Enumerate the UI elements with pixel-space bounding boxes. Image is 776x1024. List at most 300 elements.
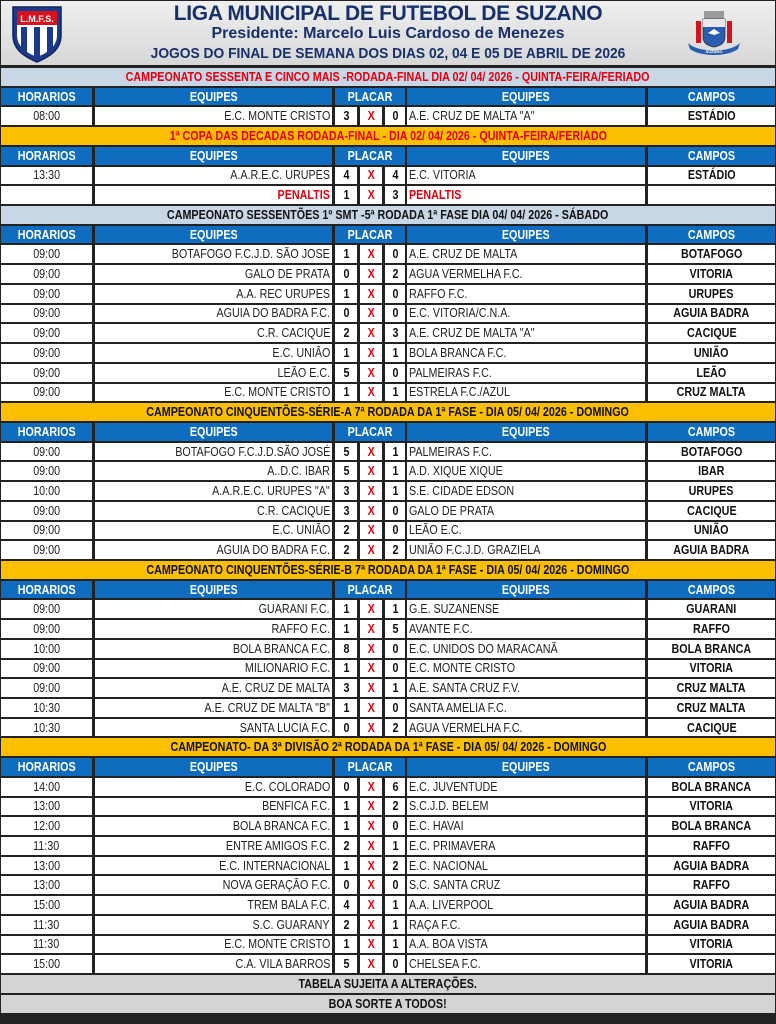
home-score: 5 (335, 955, 357, 973)
president-line: Presidente: Marcelo Luis Cardoso de Menezes (211, 25, 565, 42)
match-field: AGUIA BADRA (648, 541, 775, 559)
away-score: 1 (385, 344, 405, 362)
away-team: S.E. CIDADE EDSON (407, 482, 645, 500)
away-score: 1 (385, 482, 405, 500)
match-row (0, 659, 776, 679)
away-team: PALMEIRAS F.C. (407, 364, 645, 382)
away-score: 1 (385, 936, 405, 954)
away-score: 0 (385, 876, 405, 894)
match-field: AGUIA BADRA (648, 305, 775, 323)
match-row (0, 639, 776, 659)
match-row (0, 461, 776, 481)
match-row (0, 856, 776, 876)
away-team: A.E. CRUZ DE MALTA "A" (407, 107, 645, 125)
match-field: BOTAFOGO (648, 443, 775, 461)
match-field: ESTÁDIO (648, 167, 775, 185)
match-time: 09:00 (1, 600, 92, 618)
away-team: E.C. UNIDOS DO MARACANÃ (407, 640, 645, 658)
home-team: ENTRE AMIGOS F.C. (95, 837, 332, 855)
match-row (0, 895, 776, 915)
match-time: 11:30 (1, 936, 92, 954)
away-team: RAFFO F.C. (407, 285, 645, 303)
home-score: 4 (335, 896, 357, 914)
away-score: 1 (385, 837, 405, 855)
score-separator: X (360, 245, 382, 263)
home-score: 4 (335, 167, 357, 185)
away-score: 0 (385, 502, 405, 520)
match-time: 09:00 (1, 344, 92, 362)
away-team: A.A. BOA VISTA (407, 936, 645, 954)
away-team: AGUA VERMELHA F.C. (407, 265, 645, 283)
home-score: 1 (335, 620, 357, 638)
section-title: CAMPEONATO SESSENTA E CINCO MAIS -RODADA-FINAL DIA 02/ 04/ 2026 - QUINTA-FEIRA/FERIADO (1, 68, 775, 86)
away-team: RAÇA F.C. (407, 916, 645, 934)
column-header-home: EQUIPES (95, 147, 332, 165)
match-time: 10:30 (1, 719, 92, 737)
match-time: 09:00 (1, 462, 92, 480)
match-row (0, 481, 776, 501)
away-team: E.C. NACIONAL (407, 857, 645, 875)
match-time: 09:00 (1, 502, 92, 520)
match-row (0, 935, 776, 955)
column-header-field: CAMPOS (648, 147, 775, 165)
match-row (0, 599, 776, 619)
column-header-score: PLACAR (335, 88, 405, 106)
match-time: 10:30 (1, 699, 92, 717)
match-field: VITORIA (648, 660, 775, 678)
away-score: 1 (385, 443, 405, 461)
match-row (0, 501, 776, 521)
column-header-field: CAMPOS (648, 88, 775, 106)
match-row (0, 284, 776, 304)
home-team: A.A.R.E.C. URUPES (95, 167, 332, 185)
column-header-row (0, 146, 776, 166)
home-team: MILIONARIO F.C. (95, 660, 332, 678)
match-row (0, 244, 776, 264)
away-team: BOLA BRANCA F.C. (407, 344, 645, 362)
away-score: 0 (385, 699, 405, 717)
score-separator: X (360, 265, 382, 283)
match-field (648, 186, 775, 204)
section-title-row (0, 67, 776, 87)
match-field: VITORIA (648, 265, 775, 283)
column-header-away: EQUIPES (407, 147, 645, 165)
match-row (0, 875, 776, 895)
home-team: BOTAFOGO F.C.J.D.SÃO JOSÉ (95, 443, 332, 461)
away-team: GALO DE PRATA (407, 502, 645, 520)
match-field: UNIÃO (648, 344, 775, 362)
away-score: 3 (385, 324, 405, 342)
column-header-home: EQUIPES (95, 423, 332, 441)
home-team: A.E. CRUZ DE MALTA (95, 679, 332, 697)
match-field: BOLA BRANCA (648, 778, 775, 796)
match-field: AGUIA BADRA (648, 857, 775, 875)
home-team: E.C. MONTE CRISTO (95, 936, 332, 954)
home-score: 1 (335, 344, 357, 362)
column-header-field: CAMPOS (648, 758, 775, 776)
home-team: SANTA LUCIA F.C. (95, 719, 332, 737)
home-score: 0 (335, 265, 357, 283)
match-field: URUPES (648, 482, 775, 500)
home-team: E.C. MONTE CRISTO (95, 384, 332, 402)
home-score: 1 (335, 699, 357, 717)
match-row (0, 954, 776, 974)
away-score: 6 (385, 778, 405, 796)
column-header-time: HORARIOS (1, 147, 92, 165)
match-time: 13:00 (1, 857, 92, 875)
home-score: 0 (335, 778, 357, 796)
match-time: 11:30 (1, 837, 92, 855)
match-field: LEÃO (648, 364, 775, 382)
footer-farewell: BOA SORTE A TODOS! (1, 995, 775, 1013)
home-team: E.C. COLORADO (95, 778, 332, 796)
logo-left-text: L.M.F.S. (20, 14, 54, 24)
match-field: CRUZ MALTA (648, 679, 775, 697)
logo-right-text: SUZANO (705, 49, 723, 54)
away-team: E.C. MONTE CRISTO (407, 660, 645, 678)
column-header-away: EQUIPES (407, 226, 645, 244)
home-score: 2 (335, 916, 357, 934)
match-row (0, 915, 776, 935)
match-field: RAFFO (648, 837, 775, 855)
match-field: AGUIA BADRA (648, 896, 775, 914)
home-team: E.C. INTERNACIONAL (95, 857, 332, 875)
score-separator: X (360, 285, 382, 303)
section-title-row (0, 737, 776, 757)
column-header-row (0, 87, 776, 107)
home-team: BOLA BRANCA F.C. (95, 817, 332, 835)
footer-row (0, 974, 776, 994)
match-time: 09:00 (1, 285, 92, 303)
column-header-time: HORARIOS (1, 581, 92, 599)
away-score: 2 (385, 541, 405, 559)
away-score: 0 (385, 305, 405, 323)
home-team: GUARANI F.C. (95, 600, 332, 618)
match-time: 15:00 (1, 955, 92, 973)
column-header-time: HORARIOS (1, 423, 92, 441)
match-time: 09:00 (1, 660, 92, 678)
match-field: AGUIA BADRA (648, 916, 775, 934)
home-team: S.C. GUARANY (95, 916, 332, 934)
column-header-score: PLACAR (335, 423, 405, 441)
away-score: 1 (385, 384, 405, 402)
match-field: RAFFO (648, 876, 775, 894)
score-separator: X (360, 600, 382, 618)
home-score: 5 (335, 364, 357, 382)
match-row (0, 540, 776, 560)
match-row (0, 106, 776, 126)
away-team: E.C. VITORIA (407, 167, 645, 185)
schedule-subtitle: JOGOS DO FINAL DE SEMANA DOS DIAS 02, 04 E 05 DE ABRIL DE 2026 (150, 45, 626, 62)
match-row (0, 619, 776, 639)
score-separator: X (360, 817, 382, 835)
score-separator: X (360, 857, 382, 875)
match-time: 08:00 (1, 107, 92, 125)
home-score: 1 (335, 285, 357, 303)
match-time: 11:30 (1, 916, 92, 934)
section-title: CAMPEONATO- DA 3ª DIVISÃO 2ª RODADA DA 1ª FASE - DIA 05/ 04/ 2026 - DOMINGO (1, 738, 775, 756)
score-separator: X (360, 482, 382, 500)
match-row (0, 343, 776, 363)
home-team: BOTAFOGO F.C.J.D. SÃO JOSE (95, 245, 332, 263)
section-title-row (0, 560, 776, 580)
home-score: 1 (335, 660, 357, 678)
match-time: 12:00 (1, 817, 92, 835)
match-row (0, 836, 776, 856)
score-separator: X (360, 620, 382, 638)
away-score: 3 (385, 186, 405, 204)
match-time: 13:00 (1, 876, 92, 894)
match-row (0, 166, 776, 186)
match-row (0, 698, 776, 718)
match-field: CACIQUE (648, 719, 775, 737)
away-score: 2 (385, 798, 405, 816)
score-separator: X (360, 522, 382, 540)
column-header-field: CAMPOS (648, 423, 775, 441)
score-separator: X (360, 699, 382, 717)
away-team: S.C.J.D. BELEM (407, 798, 645, 816)
column-header-score: PLACAR (335, 226, 405, 244)
home-team: A..D.C. IBAR (95, 462, 332, 480)
match-row (0, 383, 776, 403)
match-field: IBAR (648, 462, 775, 480)
column-header-home: EQUIPES (95, 758, 332, 776)
match-field: GUARANI (648, 600, 775, 618)
away-score: 2 (385, 857, 405, 875)
match-time: 09:00 (1, 522, 92, 540)
home-score: 5 (335, 443, 357, 461)
away-score: 0 (385, 817, 405, 835)
away-team: A.A. LIVERPOOL (407, 896, 645, 914)
away-score: 1 (385, 679, 405, 697)
penalty-row (0, 185, 776, 205)
away-score: 4 (385, 167, 405, 185)
away-score: 0 (385, 107, 405, 125)
away-team: E.C. JUVENTUDE (407, 778, 645, 796)
match-row (0, 678, 776, 698)
away-team: E.C. VITORIA/C.N.A. (407, 305, 645, 323)
score-separator: X (360, 541, 382, 559)
match-time: 09:00 (1, 364, 92, 382)
match-field: UNIÃO (648, 522, 775, 540)
column-header-home: EQUIPES (95, 581, 332, 599)
home-score: 3 (335, 482, 357, 500)
home-score: 1 (335, 817, 357, 835)
home-score: 2 (335, 324, 357, 342)
column-header-away: EQUIPES (407, 758, 645, 776)
away-team: AVANTE F.C. (407, 620, 645, 638)
column-header-home: EQUIPES (95, 88, 332, 106)
score-separator: X (360, 936, 382, 954)
column-header-row (0, 225, 776, 245)
away-team: UNIÃO F.C.J.D. GRAZIELA (407, 541, 645, 559)
match-time: 09:00 (1, 384, 92, 402)
match-row (0, 363, 776, 383)
away-team: A.D. XIQUE XIQUE (407, 462, 645, 480)
match-field: ESTÁDIO (648, 107, 775, 125)
home-score: 2 (335, 541, 357, 559)
home-team: GALO DE PRATA (95, 265, 332, 283)
away-score: 0 (385, 245, 405, 263)
section-title-row (0, 205, 776, 225)
match-row (0, 797, 776, 817)
home-team: E.C. UNIÃO (95, 344, 332, 362)
column-header-away: EQUIPES (407, 88, 645, 106)
match-row (0, 442, 776, 462)
home-score: 8 (335, 640, 357, 658)
match-row (0, 323, 776, 343)
match-field: CRUZ MALTA (648, 384, 775, 402)
match-time: 09:00 (1, 324, 92, 342)
score-separator: X (360, 896, 382, 914)
home-score: 1 (335, 798, 357, 816)
home-score: 1 (335, 384, 357, 402)
home-team: C.R. CACIQUE (95, 502, 332, 520)
league-title: LIGA MUNICIPAL DE FUTEBOL DE SUZANO (173, 2, 603, 25)
away-score: 0 (385, 640, 405, 658)
away-score: 2 (385, 719, 405, 737)
home-score: 1 (335, 936, 357, 954)
home-team: E.C. MONTE CRISTO (95, 107, 332, 125)
home-team: RAFFO F.C. (95, 620, 332, 638)
score-separator: X (360, 384, 382, 402)
home-team: C.A. VILA BARROS (95, 955, 332, 973)
away-team: G.E. SUZANENSE (407, 600, 645, 618)
score-separator: X (360, 876, 382, 894)
score-separator: X (360, 778, 382, 796)
match-time: 10:00 (1, 640, 92, 658)
score-separator: X (360, 502, 382, 520)
match-row (0, 718, 776, 738)
home-score: 1 (335, 245, 357, 263)
home-score: 3 (335, 502, 357, 520)
match-field: URUPES (648, 285, 775, 303)
column-header-row (0, 757, 776, 777)
column-header-score: PLACAR (335, 758, 405, 776)
away-team: PALMEIRAS F.C. (407, 443, 645, 461)
match-time: 09:00 (1, 443, 92, 461)
column-header-row (0, 580, 776, 600)
score-separator: X (360, 798, 382, 816)
column-header-time: HORARIOS (1, 226, 92, 244)
match-time: 13:00 (1, 798, 92, 816)
column-header-home: EQUIPES (95, 226, 332, 244)
home-team: AGUIA DO BADRA F.C. (95, 305, 332, 323)
away-team: AGUA VERMELHA F.C. (407, 719, 645, 737)
column-header-away: EQUIPES (407, 581, 645, 599)
away-team: E.C. HAVAI (407, 817, 645, 835)
column-header-time: HORARIOS (1, 88, 92, 106)
away-score: 0 (385, 660, 405, 678)
home-score: 2 (335, 522, 357, 540)
score-separator: X (360, 462, 382, 480)
away-team: E.C. PRIMAVERA (407, 837, 645, 855)
score-separator: X (360, 364, 382, 382)
away-score: 0 (385, 285, 405, 303)
home-score: 1 (335, 600, 357, 618)
section-title: CAMPEONATO CINQUENTÕES-SÉRIE-A 7ª RODADA DA 1ª FASE - DIA 05/ 04/ 2026 - DOMINGO (1, 403, 775, 421)
match-table (0, 67, 776, 1014)
match-row (0, 777, 776, 797)
home-score: 1 (335, 186, 357, 204)
match-row (0, 264, 776, 284)
home-team: NOVA GERAÇÃO F.C. (95, 876, 332, 894)
away-team: CHELSEA F.C. (407, 955, 645, 973)
section-title: CAMPEONATO SESSENTÕES 1º SMT -5ª RODADA 1ª FASE DIA 04/ 04/ 2026 - SÁBADO (1, 206, 775, 224)
match-time: 15:00 (1, 896, 92, 914)
away-team: ESTRELA F.C./AZUL (407, 384, 645, 402)
away-score: 1 (385, 896, 405, 914)
page-header (1, 1, 775, 67)
match-field: CACIQUE (648, 502, 775, 520)
score-separator: X (360, 107, 382, 125)
match-field: BOLA BRANCA (648, 640, 775, 658)
column-header-row (0, 422, 776, 442)
match-field: VITORIA (648, 955, 775, 973)
match-field: CRUZ MALTA (648, 699, 775, 717)
match-field: RAFFO (648, 620, 775, 638)
match-field: BOLA BRANCA (648, 817, 775, 835)
match-row (0, 521, 776, 541)
away-team: SANTA AMELIA F.C. (407, 699, 645, 717)
home-team: A.A.R.E.C. URUPES "A" (95, 482, 332, 500)
score-separator: X (360, 305, 382, 323)
match-time: 13:30 (1, 167, 92, 185)
home-score: 0 (335, 876, 357, 894)
home-score: 2 (335, 837, 357, 855)
away-team: PENALTIS (407, 186, 645, 204)
score-separator: X (360, 955, 382, 973)
home-team: E.C. UNIÃO (95, 522, 332, 540)
column-header-score: PLACAR (335, 147, 405, 165)
away-score: 0 (385, 364, 405, 382)
away-score: 1 (385, 916, 405, 934)
match-time: 09:00 (1, 620, 92, 638)
away-team: LEÃO E.C. (407, 522, 645, 540)
match-row (0, 816, 776, 836)
score-separator: X (360, 443, 382, 461)
away-team: A.E. SANTA CRUZ F.V. (407, 679, 645, 697)
match-time: 09:00 (1, 305, 92, 323)
home-score: 3 (335, 107, 357, 125)
match-time: 09:00 (1, 245, 92, 263)
column-header-time: HORARIOS (1, 758, 92, 776)
score-separator: X (360, 679, 382, 697)
match-time: 09:00 (1, 679, 92, 697)
score-separator: X (360, 167, 382, 185)
away-score: 2 (385, 265, 405, 283)
home-score: 0 (335, 305, 357, 323)
score-separator: X (360, 344, 382, 362)
match-time: 14:00 (1, 778, 92, 796)
away-team: S.C. SANTA CRUZ (407, 876, 645, 894)
away-score: 5 (385, 620, 405, 638)
section-title-row (0, 126, 776, 146)
footer-notice: TABELA SUJEITA A ALTERAÇÕES. (1, 975, 775, 993)
score-separator: X (360, 916, 382, 934)
match-time: 10:00 (1, 482, 92, 500)
away-team: A.E. CRUZ DE MALTA (407, 245, 645, 263)
section-title: 1ª COPA DAS DECADAS RODADA-FINAL - DIA 02/ 04/ 2026 - QUINTA-FEIRA/FERIADO (1, 127, 775, 145)
home-score: 0 (335, 719, 357, 737)
score-separator: X (360, 640, 382, 658)
home-team: A.A. REC URUPES (95, 285, 332, 303)
score-separator: X (360, 719, 382, 737)
column-header-away: EQUIPES (407, 423, 645, 441)
match-field: BOTAFOGO (648, 245, 775, 263)
away-score: 0 (385, 522, 405, 540)
home-team: C.R. CACIQUE (95, 324, 332, 342)
